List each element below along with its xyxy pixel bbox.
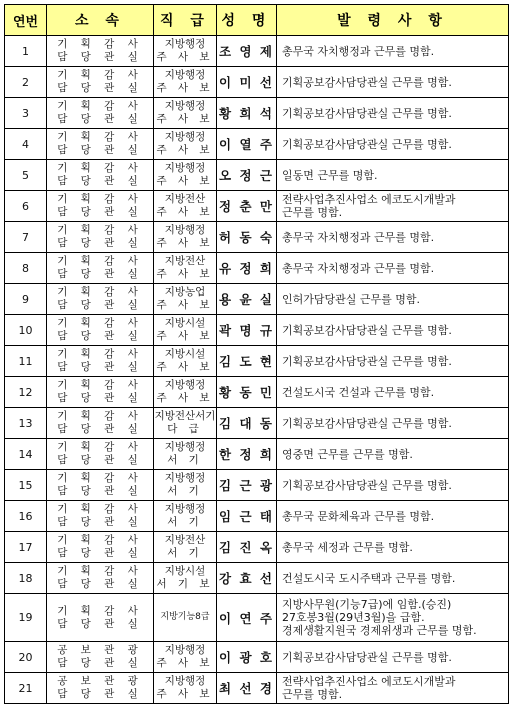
department-line-2: 담 당 관 실 — [57, 578, 143, 590]
department-cell — [47, 129, 154, 160]
row-number: 1 — [5, 36, 47, 67]
appointment-line: 건설도시국 도시주택과 근무를 명함. — [282, 571, 456, 585]
appointment-details — [277, 501, 509, 532]
department-cell — [47, 36, 154, 67]
department-cell — [47, 532, 154, 563]
rank-line-1: 지방시설 — [164, 317, 206, 329]
table-row — [5, 470, 509, 501]
row-number: 21 — [5, 673, 47, 704]
appointment-line: 근무를 명함. — [282, 688, 343, 701]
row-number: 7 — [5, 222, 47, 253]
header-rank: 직 급 — [154, 5, 217, 36]
department-line-2: 담 당 관 실 — [57, 113, 143, 125]
appointment-line: 전략사업추진사업소 에코도시개발과 — [282, 675, 456, 688]
appointment-line: 기획공보감사담당관실 근무를 명함. — [282, 650, 452, 664]
rank-line-1: 지방농업 — [164, 286, 206, 298]
appointment-line: 총무국 문화체육과 근무를 명함. — [282, 509, 435, 523]
appointment-line: 기획공보감사담당관실 근무를 명함. — [282, 106, 452, 120]
appointment-line: 기획공보감사담당관실 근무를 명함. — [282, 323, 452, 337]
appointment-line: 인허가담당관실 근무를 명함. — [282, 292, 421, 306]
department-line-1: 기 획 감 사 — [57, 348, 143, 360]
rank-line-1: 지방전산서기 — [154, 410, 216, 422]
employee-name: 임 근 태 — [217, 501, 277, 532]
rank-line-2: 주 사 보 — [156, 688, 214, 700]
table-row — [5, 129, 509, 160]
department-cell — [47, 284, 154, 315]
rank-line-1: 지방시설 — [164, 565, 206, 577]
appointment-details — [277, 36, 509, 67]
employee-name: 김 대 동 — [217, 408, 277, 439]
rank-line-1: 지방기능8급 — [160, 612, 210, 622]
rank-cell — [154, 67, 217, 98]
rank-cell — [154, 315, 217, 346]
table-row — [5, 408, 509, 439]
department-line-1: 공 보 관 광 — [57, 644, 143, 656]
rank-line-1: 지방전산 — [164, 255, 206, 267]
row-number: 18 — [5, 563, 47, 594]
appointment-line: 기획공보감사담당관실 근무를 명함. — [282, 75, 452, 89]
table-row — [5, 191, 509, 222]
department-line-2: 담 당 관 실 — [57, 51, 143, 63]
rank-line-2: 서 기 — [167, 485, 203, 497]
table-row — [5, 377, 509, 408]
appointment-line: 총무국 자치행정과 근무를 명함. — [282, 230, 435, 244]
employee-name: 황 희 석 — [217, 98, 277, 129]
header-no: 연번 — [5, 5, 47, 36]
rank-cell — [154, 377, 217, 408]
table-row — [5, 501, 509, 532]
appointment-details — [277, 346, 509, 377]
rank-line-1: 지방행정 — [164, 38, 206, 50]
employee-name: 최 선 경 — [217, 673, 277, 704]
rank-cell — [154, 129, 217, 160]
department-cell — [47, 346, 154, 377]
row-number: 16 — [5, 501, 47, 532]
appointment-line: 영중면 근무를 근무를 명함. — [282, 447, 413, 461]
row-number: 4 — [5, 129, 47, 160]
rank-line-1: 지방시설 — [164, 348, 206, 360]
rank-line-2: 주 사 보 — [156, 175, 214, 187]
row-number: 11 — [5, 346, 47, 377]
department-line-2: 담 당 관 실 — [57, 206, 143, 218]
rank-cell — [154, 98, 217, 129]
rank-cell — [154, 642, 217, 673]
employee-name: 이 열 주 — [217, 129, 277, 160]
table-row — [5, 160, 509, 191]
rank-cell — [154, 222, 217, 253]
rank-line-1: 지방행정 — [164, 503, 206, 515]
table-row — [5, 642, 509, 673]
rank-line-1: 지방행정 — [164, 100, 206, 112]
rank-cell — [154, 253, 217, 284]
appointment-details — [277, 253, 509, 284]
rank-line-1: 지방행정 — [164, 441, 206, 453]
appointment-line: 경제생활지원국 경제위생과 근무를 명함. — [282, 624, 477, 637]
row-number: 12 — [5, 377, 47, 408]
rank-line-2: 주 사 보 — [156, 144, 214, 156]
rank-line-2: 서 기 — [167, 516, 203, 528]
table-row — [5, 315, 509, 346]
table-row — [5, 594, 509, 642]
rank-line-1: 지방행정 — [164, 472, 206, 484]
table-row — [5, 222, 509, 253]
header-row — [5, 5, 509, 36]
employee-name: 유 정 희 — [217, 253, 277, 284]
department-cell — [47, 315, 154, 346]
employee-name: 이 연 주 — [217, 594, 277, 642]
rank-cell — [154, 532, 217, 563]
table-row — [5, 36, 509, 67]
rank-cell — [154, 408, 217, 439]
department-line-1: 기 획 감 사 — [57, 193, 143, 205]
rank-line-2: 주 사 보 — [156, 51, 214, 63]
row-number: 6 — [5, 191, 47, 222]
employee-name: 강 효 선 — [217, 563, 277, 594]
rank-line-2: 주 사 보 — [156, 237, 214, 249]
appointment-details — [277, 98, 509, 129]
rank-cell — [154, 594, 217, 642]
appointment-details — [277, 673, 509, 704]
employee-name: 조 영 제 — [217, 36, 277, 67]
appointment-line: 총무국 자치행정과 근무를 명함. — [282, 261, 435, 275]
table-row — [5, 439, 509, 470]
appointment-line: 27호봉3월(29년3월)을 급함. — [282, 611, 425, 624]
appointment-details — [277, 67, 509, 98]
rank-line-2: 다 급 — [167, 423, 203, 435]
department-line-2: 담 당 관 실 — [57, 688, 143, 700]
department-cell — [47, 470, 154, 501]
row-number: 3 — [5, 98, 47, 129]
department-cell — [47, 642, 154, 673]
table-row — [5, 67, 509, 98]
header-name: 성 명 — [217, 5, 277, 36]
rank-line-1: 지방행정 — [164, 379, 206, 391]
department-line-2: 담 당 관 실 — [57, 361, 143, 373]
appointment-details — [277, 408, 509, 439]
rank-cell — [154, 191, 217, 222]
department-line-1: 기 획 감 사 — [57, 604, 143, 617]
employee-name: 정 춘 만 — [217, 191, 277, 222]
department-line-2: 담 당 관 실 — [57, 657, 143, 669]
department-cell — [47, 253, 154, 284]
rank-line-2: 서 기 보 — [156, 578, 214, 590]
rank-line-1: 지방전산 — [164, 193, 206, 205]
department-line-1: 기 획 감 사 — [57, 255, 143, 267]
department-line-2: 담 당 관 실 — [57, 454, 143, 466]
department-cell — [47, 408, 154, 439]
row-number: 9 — [5, 284, 47, 315]
department-line-2: 담 당 관 실 — [57, 330, 143, 342]
department-line-2: 담 당 관 실 — [57, 299, 143, 311]
personnel-table — [4, 4, 509, 704]
department-line-2: 담 당 관 실 — [57, 485, 143, 497]
department-cell — [47, 98, 154, 129]
rank-cell — [154, 501, 217, 532]
appointment-details — [277, 129, 509, 160]
rank-cell — [154, 284, 217, 315]
row-number: 5 — [5, 160, 47, 191]
department-line-1: 기 획 감 사 — [57, 131, 143, 143]
rank-line-2: 서 기 — [167, 454, 203, 466]
department-cell — [47, 563, 154, 594]
department-line-1: 기 획 감 사 — [57, 317, 143, 329]
rank-line-2: 서 기 — [167, 547, 203, 559]
rank-line-1: 지방행정 — [164, 224, 206, 236]
rank-cell — [154, 470, 217, 501]
appointment-details — [277, 377, 509, 408]
appointment-details — [277, 315, 509, 346]
appointment-details — [277, 284, 509, 315]
rank-line-2: 주 사 보 — [156, 206, 214, 218]
department-line-2: 담 당 관 실 — [57, 423, 143, 435]
department-line-2: 담 당 관 실 — [57, 516, 143, 528]
appointment-line: 기획공보감사담당관실 근무를 명함. — [282, 416, 452, 430]
rank-line-1: 지방행정 — [164, 131, 206, 143]
rank-line-2: 주 사 보 — [156, 113, 214, 125]
department-cell — [47, 594, 154, 642]
department-line-1: 기 획 감 사 — [57, 162, 143, 174]
rank-line-1: 지방전산 — [164, 534, 206, 546]
appointment-details — [277, 594, 509, 642]
employee-name: 김 도 현 — [217, 346, 277, 377]
table-row — [5, 673, 509, 704]
rank-line-2: 주 사 보 — [156, 82, 214, 94]
rank-cell — [154, 673, 217, 704]
appointment-details — [277, 191, 509, 222]
appointment-details — [277, 532, 509, 563]
rank-cell — [154, 346, 217, 377]
rank-cell — [154, 36, 217, 67]
rank-cell — [154, 439, 217, 470]
rank-line-2: 주 사 보 — [156, 330, 214, 342]
appointment-details — [277, 642, 509, 673]
department-line-2: 담 당 관 실 — [57, 617, 143, 630]
department-cell — [47, 439, 154, 470]
appointment-line: 기획공보감사담당관실 근무를 명함. — [282, 137, 452, 151]
department-line-1: 기 획 감 사 — [57, 441, 143, 453]
department-line-1: 기 획 감 사 — [57, 38, 143, 50]
department-line-1: 기 획 감 사 — [57, 100, 143, 112]
appointment-details — [277, 439, 509, 470]
department-cell — [47, 67, 154, 98]
appointment-details — [277, 160, 509, 191]
employee-name: 김 진 옥 — [217, 532, 277, 563]
employee-name: 이 광 호 — [217, 642, 277, 673]
row-number: 13 — [5, 408, 47, 439]
appointment-line: 건설도시국 건설과 근무를 명함. — [282, 385, 435, 399]
appointment-details — [277, 470, 509, 501]
appointment-line: 총무국 자치행정과 근무를 명함. — [282, 44, 435, 58]
employee-name: 곽 명 규 — [217, 315, 277, 346]
rank-line-2: 주 사 보 — [156, 361, 214, 373]
department-cell — [47, 191, 154, 222]
department-line-2: 담 당 관 실 — [57, 237, 143, 249]
appointment-line: 근무를 명함. — [282, 206, 343, 219]
rank-line-1: 지방행정 — [164, 162, 206, 174]
row-number: 8 — [5, 253, 47, 284]
row-number: 2 — [5, 67, 47, 98]
employee-name: 용 윤 실 — [217, 284, 277, 315]
department-line-1: 기 획 감 사 — [57, 534, 143, 546]
appointment-line: 기획공보감사담당관실 근무를 명함. — [282, 354, 452, 368]
department-line-2: 담 당 관 실 — [57, 392, 143, 404]
table-body — [5, 36, 509, 704]
appointment-line: 지방사무원(기능7급)에 임함.(승진) — [282, 598, 452, 611]
employee-name: 허 동 숙 — [217, 222, 277, 253]
employee-name: 황 동 민 — [217, 377, 277, 408]
employee-name: 오 정 근 — [217, 160, 277, 191]
header-department: 소 속 — [47, 5, 154, 36]
rank-line-2: 주 사 보 — [156, 392, 214, 404]
table-row — [5, 98, 509, 129]
appointment-line: 총무국 세정과 근무를 명함. — [282, 540, 413, 554]
employee-name: 이 미 선 — [217, 67, 277, 98]
row-number: 17 — [5, 532, 47, 563]
rank-line-2: 주 사 보 — [156, 268, 214, 280]
employee-name: 한 정 희 — [217, 439, 277, 470]
table-row — [5, 284, 509, 315]
employee-name: 김 근 광 — [217, 470, 277, 501]
rank-cell — [154, 160, 217, 191]
table-row — [5, 532, 509, 563]
row-number: 19 — [5, 594, 47, 642]
department-line-1: 기 획 감 사 — [57, 224, 143, 236]
department-line-1: 기 획 감 사 — [57, 69, 143, 81]
department-line-2: 담 당 관 실 — [57, 175, 143, 187]
department-cell — [47, 222, 154, 253]
rank-cell — [154, 563, 217, 594]
row-number: 15 — [5, 470, 47, 501]
table-row — [5, 563, 509, 594]
department-line-1: 공 보 관 광 — [57, 675, 143, 687]
department-line-1: 기 획 감 사 — [57, 286, 143, 298]
table-row — [5, 346, 509, 377]
row-number: 20 — [5, 642, 47, 673]
row-number: 10 — [5, 315, 47, 346]
rank-line-2: 주 사 보 — [156, 299, 214, 311]
appointment-line: 기획공보감사담당관실 근무를 명함. — [282, 478, 452, 492]
department-cell — [47, 160, 154, 191]
department-line-1: 기 획 감 사 — [57, 410, 143, 422]
department-line-1: 기 획 감 사 — [57, 565, 143, 577]
department-cell — [47, 377, 154, 408]
department-line-2: 담 당 관 실 — [57, 82, 143, 94]
rank-line-1: 지방행정 — [164, 69, 206, 81]
department-line-1: 기 획 감 사 — [57, 503, 143, 515]
department-line-2: 담 당 관 실 — [57, 144, 143, 156]
department-cell — [47, 673, 154, 704]
department-cell — [47, 501, 154, 532]
appointment-line: 일동면 근무를 명함. — [282, 168, 378, 182]
department-line-2: 담 당 관 실 — [57, 547, 143, 559]
rank-line-1: 지방행정 — [164, 675, 206, 687]
appointment-details — [277, 222, 509, 253]
appointment-details — [277, 563, 509, 594]
rank-line-1: 지방행정 — [164, 644, 206, 656]
department-line-1: 기 획 감 사 — [57, 379, 143, 391]
personnel-table-container — [4, 4, 508, 704]
department-line-2: 담 당 관 실 — [57, 268, 143, 280]
table-row — [5, 253, 509, 284]
department-line-1: 기 획 감 사 — [57, 472, 143, 484]
rank-line-2: 주 사 보 — [156, 657, 214, 669]
row-number: 14 — [5, 439, 47, 470]
appointment-line: 전략사업추진사업소 에코도시개발과 — [282, 193, 456, 206]
header-appointment: 발 령 사 항 — [277, 5, 509, 36]
